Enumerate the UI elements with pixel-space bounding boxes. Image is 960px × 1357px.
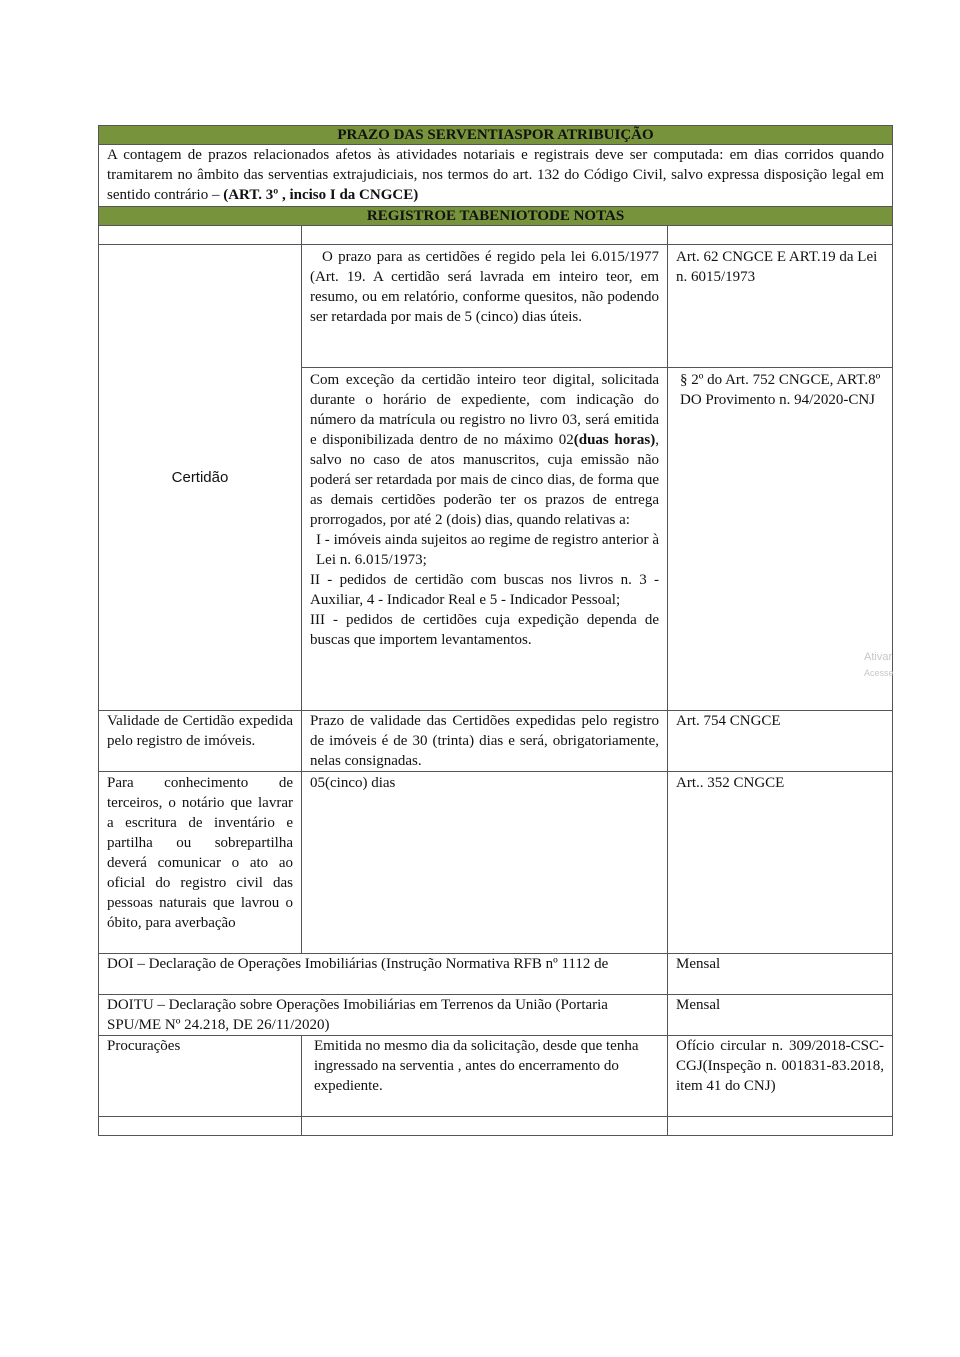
validade-reference: Art. 754 CNGCE [668, 711, 893, 772]
certidao-digital-reference: § 2º do Art. 752 CNGCE, ART.8º DO Provimento n. 94/2020-CNJ [668, 368, 893, 711]
doitu-periodicity: Mensal [668, 995, 893, 1036]
document-table [98, 125, 893, 1136]
validade-text: Prazo de validade das Certidões expedidas pelo registro de imóveis é de 30 (trinta) dias e será, obrigatoriamente, nelas consignadas. [302, 711, 668, 772]
doitu-label: DOITU – Declaração sobre Operações Imobiliárias em Terrenos da União (Portaria SPU/ME Nº 24.218, DE 26/11/2020) [99, 995, 668, 1036]
terceiros-label: Para conhecimento de terceiros, o notário que lavrar a escritura de inventário e partilha ou sobrepartilha deverá comunicar o ato ao oficial do registro civil das pessoas naturais que lavrou o óbito, para averbação [99, 772, 302, 954]
intro-row [99, 145, 893, 207]
procuracoes-reference: Ofício circular n. 309/2018-CSC-CGJ(Inspeção n. 001831-83.2018, item 41 do CNJ) [668, 1036, 893, 1117]
empty-row [99, 226, 893, 245]
certidao-item-1: I - imóveis ainda sujeitos ao regime de registro anterior à Lei n. 6.015/1973; [316, 532, 659, 568]
doi-periodicity: Mensal [668, 954, 893, 995]
procuracoes-text: Emitida no mesmo dia da solicitação, desde que tenha ingressado na serventia , antes do encerramento do expediente. [302, 1036, 668, 1117]
certidao-item-2: II - pedidos de certidão com buscas nos livros n. 3 - Auxiliar, 4 - Indicador Real e 5 - Indicador Pessoal; [310, 572, 659, 608]
watermark-activate: Ativar [864, 651, 893, 663]
terceiros-reference: Art.. 352 CNGCE [668, 772, 893, 954]
section-header-row [99, 207, 893, 226]
doi-row [99, 954, 893, 995]
terceiros-prazo: 05(cinco) dias [302, 772, 668, 954]
validade-row [99, 711, 893, 772]
doitu-row [99, 995, 893, 1036]
section-title-registro: REGISTROE TABENIOTODE NOTAS [99, 207, 893, 226]
certidao-prazo-text: O prazo para as certidões é regido pela lei 6.015/1977 (Art. 19. A certidão será lavrada em inteiro teor, em resumo, ou em relatório, conforme quesitos, não podendo ser retardada por mais de 5 (cinco) dias úteis. [302, 245, 668, 368]
section-title-prazo: PRAZO DAS SERVENTIASPOR ATRIBUIÇÃO [99, 126, 893, 145]
certidao-label: Certidão [99, 245, 302, 711]
procuracoes-row [99, 1036, 893, 1117]
terceiros-row [99, 772, 893, 954]
section-header-row [99, 126, 893, 145]
certidao-digital-text: Com exceção da certidão inteiro teor digital, solicitada durante o horário de expediente, com indicação do número da matrícula ou registro no livro 03, será emitida e disponibilizada dentro de no máximo 02(duas horas), salvo no caso de atos manuscritos, cuja emissão não poderá ser retardada por mais de cinco dias, de forma que as demais certidões poderão ter os prazos de entrega prorrogados, por até 2 (dois) dias, quando relativas a: I - imóveis ainda sujeitos ao regime de registro anterior à Lei n. 6.015/1973; II - pedidos de certidão com buscas nos livros n. 3 - Auxiliar, 4 - Indicador Real e 5 - Indicador Pessoal; III - pedidos de certidões cuja expedição dependa de buscas que importem levantamentos. [302, 368, 668, 711]
empty-row [99, 1117, 893, 1136]
certidao-prazo-reference: Art. 62 CNGCE E ART.19 da Lei n. 6015/1973 [668, 245, 893, 368]
intro-paragraph [99, 145, 893, 207]
intro-text: A contagem de prazos relacionados afetos às atividades notariais e registrais deve ser computada: em dias corridos quando tramitarem no âmbito das serventias extrajudiciais, nos termos do art. 132 do Código Civil, salvo expressa disposição legal em sentido contrário – [107, 147, 885, 203]
certidao-item-3: III - pedidos de certidões cuja expedição dependa de buscas que importem levantamentos. [310, 612, 659, 648]
watermark-access: Acesse [864, 668, 894, 678]
intro-bold-reference: (ART. 3º , inciso I da CNGCE) [223, 187, 419, 203]
certidao-row-1 [99, 245, 893, 368]
doi-label: DOI – Declaração de Operações Imobiliárias (Instrução Normativa RFB nº 1112 de [99, 954, 668, 995]
validade-label: Validade de Certidão expedida pelo registro de imóveis. [99, 711, 302, 772]
procuracoes-label: Procurações [99, 1036, 302, 1117]
